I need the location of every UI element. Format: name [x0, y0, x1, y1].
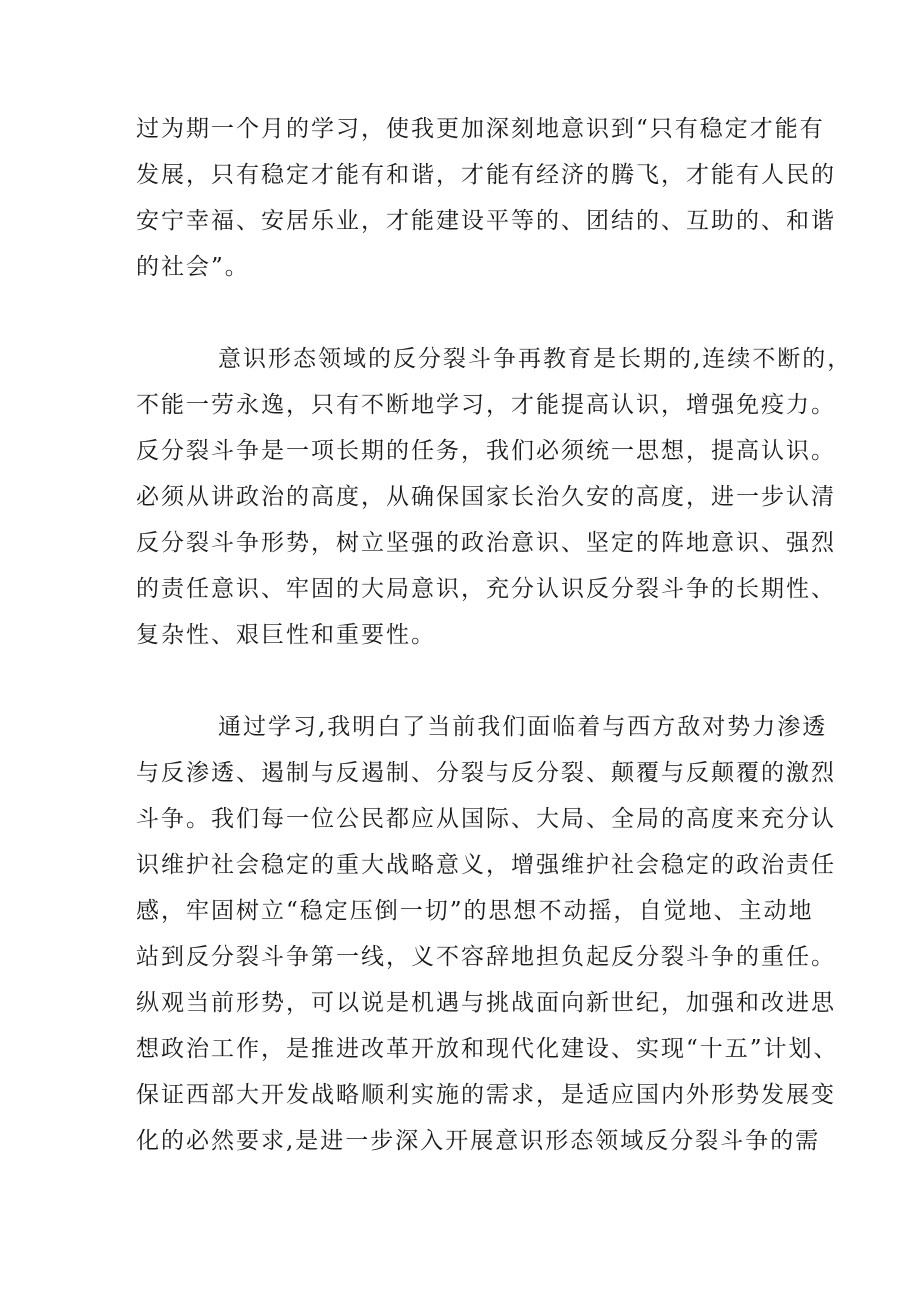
text-line: 斗争。我们每一位公民都应从国际、大局、全局的高度来充分认 — [136, 806, 836, 832]
paragraph-2 — [136, 336, 853, 658]
text-line: 的社会”。 — [136, 254, 250, 280]
text-line: 不能一劳永逸，只有不断地学习，才能提高认识，增强免疫力。 — [136, 392, 836, 418]
text-line: 纵观当前形势，可以说是机遇与挑战面向新世纪，加强和改进思 — [136, 990, 836, 1016]
paragraph-gap — [136, 290, 796, 336]
text-line: 保证西部大开发战略顺利实施的需求，是适应国内外形势发展变 — [136, 1082, 836, 1108]
text-line: 复杂性、艰巨性和重要性。 — [136, 622, 436, 648]
text-line: 想政治工作，是推进改革开放和现代化建设、实现“十五”计划、 — [136, 1036, 839, 1062]
text-line: 反分裂斗争形势，树立坚强的政治意识、坚定的阵地意识、强烈 — [136, 530, 836, 556]
text-line: 安宁幸福、安居乐业，才能建设平等的、团结的、互助的、和谐 — [136, 208, 836, 234]
text-line: 反分裂斗争是一项长期的任务，我们必须统一思想，提高认识。 — [136, 438, 836, 464]
text-line: 与反渗透、遏制与反遏制、分裂与反分裂、颠覆与反颠覆的激烈 — [136, 760, 836, 786]
text-line: 发展，只有稳定才能有和谐，才能有经济的腾飞，才能有人民的 — [136, 162, 836, 188]
document-body — [136, 106, 853, 1164]
paragraph-3 — [136, 704, 839, 1164]
text-line: 过为期一个月的学习，使我更加深刻地意识到“只有稳定才能有 — [136, 116, 825, 142]
paragraph-gap — [136, 658, 796, 704]
text-line: 的责任意识、牢固的大局意识，充分认识反分裂斗争的长期性、 — [136, 576, 836, 602]
text-line: 意识形态领域的反分裂斗争再教育是长期的,连续不断的， — [218, 346, 853, 372]
text-line: 通过学习,我明白了当前我们面临着与西方敌对势力渗透 — [218, 714, 828, 740]
text-line: 化的必然要求,是进一步深入开展意识形态领域反分裂斗争的需 — [136, 1128, 821, 1154]
text-line: 感，牢固树立“稳定压倒一切”的思想不动摇，自觉地、主动地 — [136, 898, 814, 924]
paragraph-1 — [136, 106, 836, 290]
text-line: 识维护社会稳定的重大战略意义，增强维护社会稳定的政治责任 — [136, 852, 836, 878]
text-line: 站到反分裂斗争第一线，义不容辞地担负起反分裂斗争的重任。 — [136, 944, 836, 970]
text-line: 必须从讲政治的高度，从确保国家长治久安的高度，进一步认清 — [136, 484, 836, 510]
